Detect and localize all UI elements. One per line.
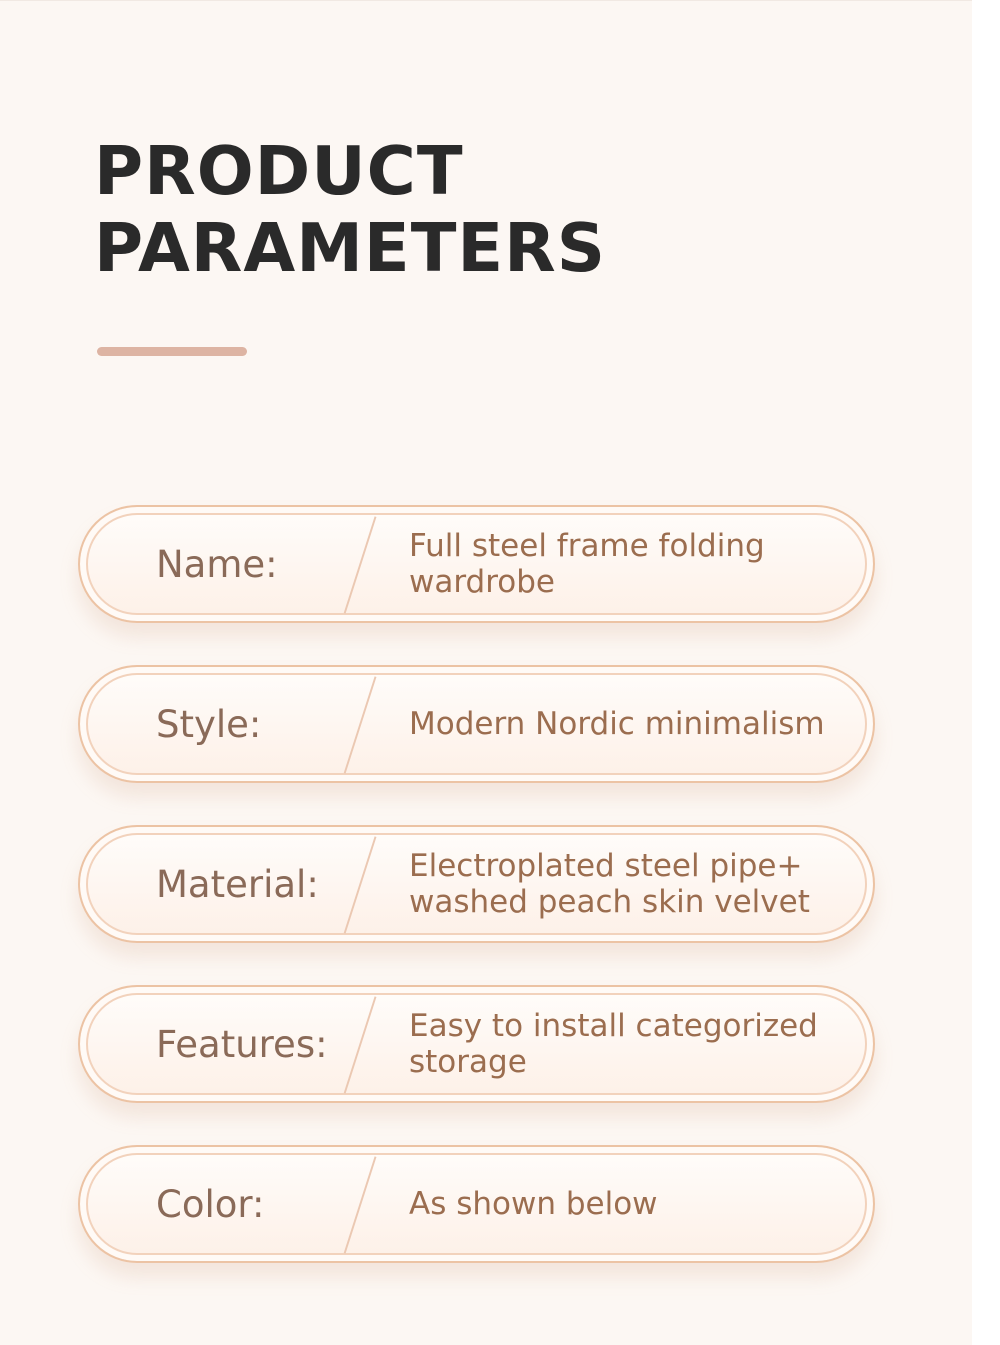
page-title-line-2: PARAMETERS [94,209,607,287]
param-value-name: Full steel frame folding wardrobe [409,528,765,600]
param-value-material: Electroplated steel pipe+ washed peach skin velvet [409,848,810,920]
page-title-line-1: PRODUCT [94,132,464,210]
param-label-features: Features: [156,1022,328,1066]
param-label-name: Name: [156,542,278,586]
param-row-name [78,505,875,623]
param-value-color: As shown below [409,1186,658,1222]
param-label-material: Material: [156,862,319,906]
param-label-style: Style: [156,702,262,746]
param-row-material [78,825,875,943]
param-row-features [78,985,875,1103]
param-value-features: Easy to install categorized storage [409,1008,818,1080]
param-row-color [78,1145,875,1263]
page-title [94,133,606,287]
param-value-style: Modern Nordic minimalism [409,706,825,742]
title-accent-bar [97,347,247,356]
param-row-style [78,665,875,783]
param-label-color: Color: [156,1182,265,1226]
